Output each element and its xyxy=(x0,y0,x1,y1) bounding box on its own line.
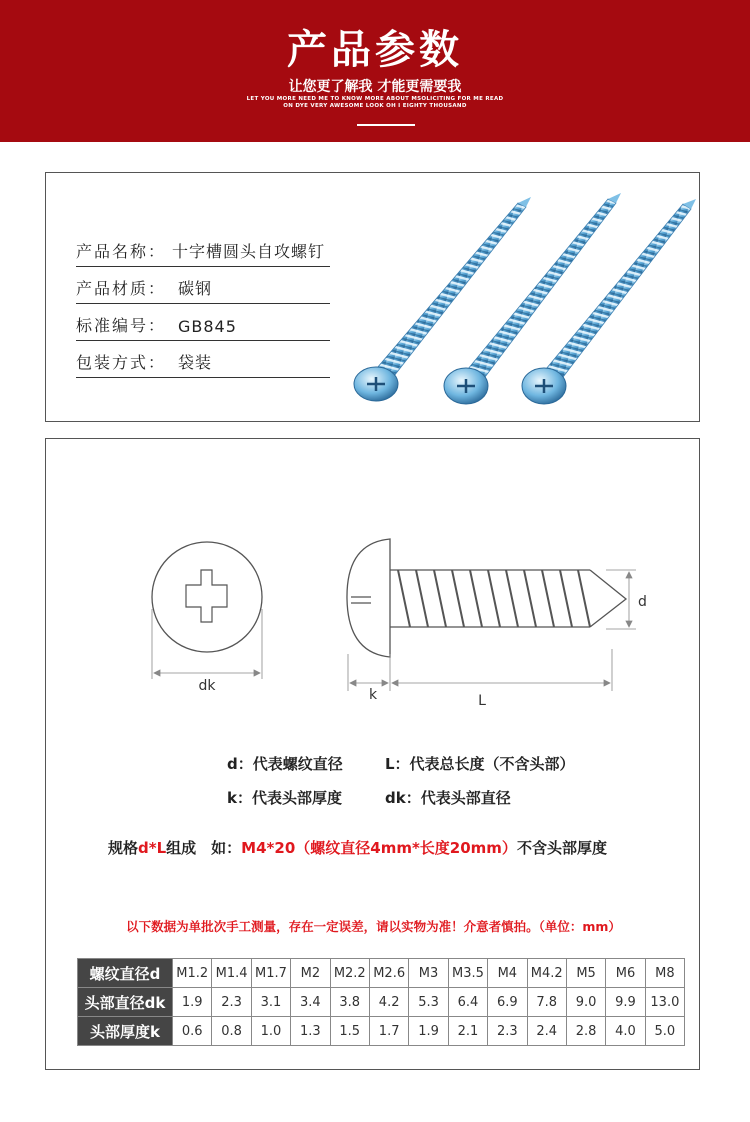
dk-dimension xyxy=(152,609,262,679)
table-cell: M5 xyxy=(566,959,605,988)
table-cell: 0.8 xyxy=(212,1017,251,1046)
table-cell: 7.8 xyxy=(527,988,566,1017)
spec-row-standard xyxy=(76,313,330,341)
table-cell: M2 xyxy=(291,959,330,988)
product-info-panel xyxy=(45,172,700,422)
format-example: M4*20（螺纹直径4mm*长度20mm） xyxy=(241,839,517,857)
table-cell: M1.2 xyxy=(173,959,212,988)
format-suffix: 不含头部厚度 xyxy=(516,839,607,857)
L-label: L xyxy=(478,693,486,709)
page-subtitle: 让您更了解我 才能更需要我 xyxy=(288,79,462,95)
title-underline xyxy=(357,124,415,126)
table-cell: M2.6 xyxy=(369,959,408,988)
table-cell: M6 xyxy=(606,959,645,988)
english-tagline-1: LET YOU MORE NEED ME TO KNOW MORE ABOUT MSOLICITING FOR ME READ xyxy=(246,96,504,102)
legend-d: d：代表螺纹直径 xyxy=(227,755,343,773)
product-photo-screws xyxy=(341,179,701,419)
k-label: k xyxy=(368,687,378,703)
spec-row-packaging xyxy=(76,350,330,378)
table-cell: 6.4 xyxy=(448,988,487,1017)
dimension-panel xyxy=(45,438,700,1070)
header-banner xyxy=(0,0,750,142)
table-cell: 3.1 xyxy=(251,988,290,1017)
table-cell: 5.0 xyxy=(645,1017,684,1046)
table-cell: 2.3 xyxy=(488,1017,527,1046)
english-tagline-2: ON DYE VERY AWESOME LOOK OH I EIGHTY THOUSAND xyxy=(283,103,467,109)
legend-L: L：代表总长度（不含头部） xyxy=(385,755,575,773)
format-prefix: 规格 xyxy=(108,839,139,857)
table-cell: 3.8 xyxy=(330,988,369,1017)
table-cell: 2.3 xyxy=(212,988,251,1017)
table-cell: 1.9 xyxy=(409,1017,448,1046)
table-cell: 1.0 xyxy=(251,1017,290,1046)
spec-label: 产品材质： xyxy=(76,279,167,298)
spec-row-name xyxy=(76,239,330,267)
table-cell: M8 xyxy=(645,959,684,988)
table-cell: 2.1 xyxy=(448,1017,487,1046)
spec-value: 袋装 xyxy=(178,353,213,372)
page-title: 产品参数 xyxy=(287,27,463,73)
table-row xyxy=(78,959,685,988)
table-cell: 4.2 xyxy=(369,988,408,1017)
table-cell: 9.9 xyxy=(606,988,645,1017)
table-cell: 2.8 xyxy=(566,1017,605,1046)
top-view-head xyxy=(152,542,262,652)
d-label: d xyxy=(638,594,647,610)
spec-value: 碳钢 xyxy=(178,279,213,298)
screw-3 xyxy=(522,199,696,404)
screw-dimension-diagram xyxy=(46,439,701,729)
table-cell: M3 xyxy=(409,959,448,988)
spec-value: GB845 xyxy=(178,317,237,336)
table-cell: 1.5 xyxy=(330,1017,369,1046)
table-cell: 5.3 xyxy=(409,988,448,1017)
table-cell: M2.2 xyxy=(330,959,369,988)
spec-label: 产品名称： xyxy=(76,242,167,261)
screw-1 xyxy=(354,197,531,401)
format-mid: 组成 如： xyxy=(166,839,242,857)
spec-label: 标准编号： xyxy=(76,316,167,335)
row-header: 头部直径dk xyxy=(78,988,173,1017)
table-cell: M1.7 xyxy=(251,959,290,988)
dk-label: dk xyxy=(198,678,216,694)
table-cell: 9.0 xyxy=(566,988,605,1017)
format-formula: d*L xyxy=(138,839,167,857)
table-cell: 1.3 xyxy=(291,1017,330,1046)
legend-dk: dk：代表头部直径 xyxy=(385,789,511,807)
table-row xyxy=(78,988,685,1017)
table-cell: M1.4 xyxy=(212,959,251,988)
measurement-note: 以下数据为单批次手工测量，存在一定误差，请以实物为准！介意者慎拍。（单位：mm） xyxy=(126,919,621,934)
size-table xyxy=(77,958,685,1046)
table-cell: 0.6 xyxy=(173,1017,212,1046)
table-row xyxy=(78,1017,685,1046)
spec-value: 十字槽圆头自攻螺钉 xyxy=(172,242,326,261)
k-L-dimension xyxy=(348,649,612,691)
table-cell: 6.9 xyxy=(488,988,527,1017)
table-cell: 13.0 xyxy=(645,988,684,1017)
row-header: 螺纹直径d xyxy=(78,959,173,988)
row-header: 头部厚度k xyxy=(78,1017,173,1046)
spec-row-material xyxy=(76,276,330,304)
spec-label: 包装方式： xyxy=(76,353,167,372)
table-cell: 1.9 xyxy=(173,988,212,1017)
table-cell: M3.5 xyxy=(448,959,487,988)
legend-k: k：代表头部厚度 xyxy=(227,789,342,807)
table-cell: 4.0 xyxy=(606,1017,645,1046)
table-cell: 2.4 xyxy=(527,1017,566,1046)
spec-format-line xyxy=(108,837,607,858)
table-cell: M4.2 xyxy=(527,959,566,988)
d-dimension xyxy=(606,570,636,629)
table-cell: M4 xyxy=(488,959,527,988)
table-cell: 3.4 xyxy=(291,988,330,1017)
side-view-screw xyxy=(347,539,626,657)
table-cell: 1.7 xyxy=(369,1017,408,1046)
